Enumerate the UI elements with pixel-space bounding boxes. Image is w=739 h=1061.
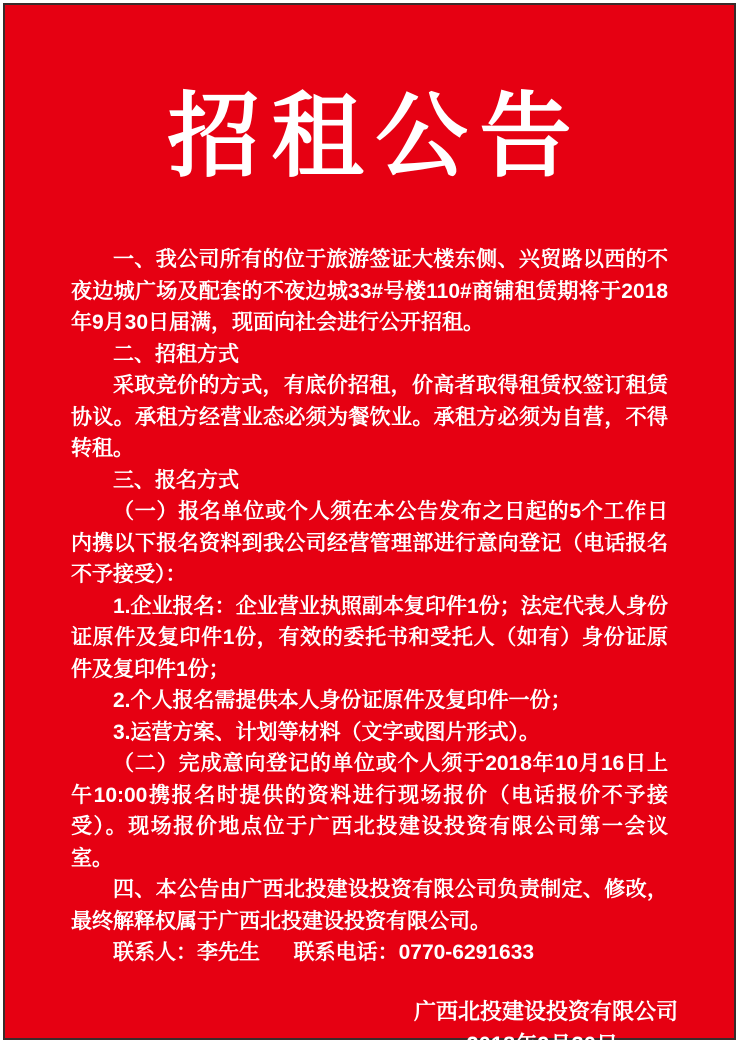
paragraph-section4-rights: 四、本公告由广西北投建设投资有限公司负责制定、修改，最终解释权属于广西北投建设投资有限公司。: [71, 878, 668, 933]
paragraph-section2-method: 采取竞价的方式，有底价招租，价高者取得租赁权签订租赁协议。承租方经营业态必须为餐饮业。承租方必须为自营，不得转租。: [71, 374, 668, 461]
signature-date: 2018年9月30日: [466, 1031, 618, 1057]
list-item-operation-plan: 3.运营方案、计划等材料（文字或图片形式）。: [113, 720, 541, 744]
section3-heading: 三、报名方式: [113, 468, 239, 492]
poster-title: 招租公告: [167, 82, 584, 190]
paragraph-section1-intro: 一、我公司所有的位于旅游签证大楼东侧、兴贸路以西的不夜边城广场及配套的不夜边城33#号楼110#商铺租赁期将于2018年9月30日届满，现面向社会进行公开招租。: [71, 248, 668, 335]
contact-line: [71, 937, 668, 969]
paragraph-section3-bidding: （二）完成意向登记的单位或个人须于2018年10月16日上午10:00携报名时提供的资料进行现场报价（电话报价不予接受）。现场报价地点位于广西北投建设投资有限公司第一会议室。: [71, 752, 668, 870]
contact-phone-label: 联系电话：: [293, 941, 399, 965]
paragraph-section3-registration: （一）报名单位或个人须在本公告发布之日起的5个工作日内携以下报名资料到我公司经营管理部进行意向登记（电话报名不予接受）：: [71, 500, 668, 587]
signature-block: [5, 995, 734, 1061]
contact-phone-number: 0770-6291633: [398, 941, 535, 965]
poster-board: [3, 3, 736, 1057]
signature-company: 广西北投建设投资有限公司: [413, 998, 678, 1024]
poster-body: [71, 244, 668, 969]
contact-person-name: 李先生: [197, 941, 260, 965]
list-item-company-registration: 1.企业报名：企业营业执照副本复印件1份；法定代表人身份证原件及复印件1份，有效的委托书和受托人（如有）身份证原件及复印件1份；: [71, 594, 668, 681]
list-item-individual-registration: 2.个人报名需提供本人身份证原件及复印件一份；: [113, 689, 572, 713]
section2-heading: 二、招租方式: [113, 342, 239, 366]
contact-person-label: 联系人：: [113, 941, 197, 965]
